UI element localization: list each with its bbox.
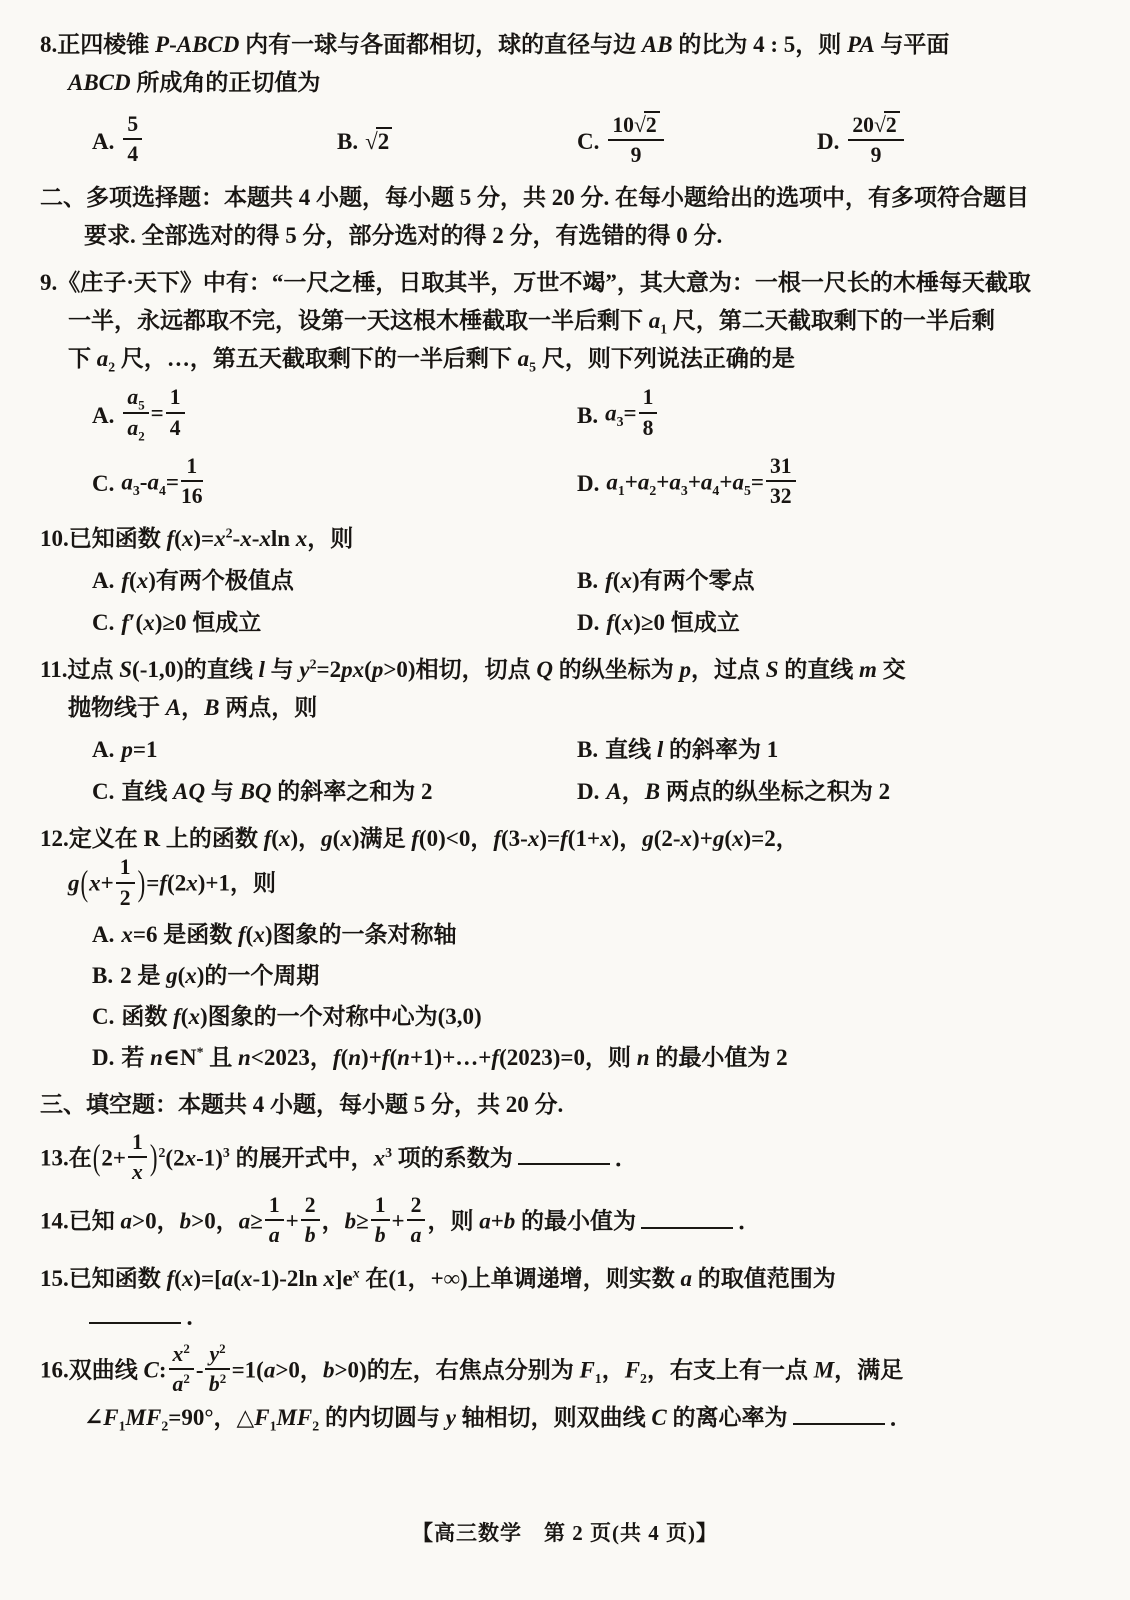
question-9-options <box>40 385 1100 511</box>
question-9-option-c <box>92 453 577 511</box>
question-8-option-b <box>337 123 577 161</box>
question-11-option-b <box>577 731 1100 769</box>
question-10-line-1: 10.已知函数 $f(x)=x^2-x$-xln x，则 <box>40 525 354 552</box>
option-label: C. <box>92 471 115 497</box>
option-math: 函数 f(x)图象的一个对称中心为(3,0) <box>121 1003 482 1029</box>
option-math: A，B 两点的纵坐标之积为 2 <box>606 779 891 805</box>
option-math: $\frac{10√2}{9}$ <box>606 114 665 170</box>
option-label: B. <box>337 129 359 155</box>
option-math: $a_1+a_2+a_3+a_4+a_5=$ $\frac{31}{32}$ <box>606 457 797 511</box>
question-10-option-a <box>92 562 577 600</box>
option-label: A. <box>92 568 115 594</box>
option-math: 若 n∈N* 且 n<2023，f(n)+f(n+1)+…+f(2023)=0，则 n 的最小值为 2 <box>121 1044 788 1070</box>
question-8-line-1: 8.正四棱锥 P-ABCD 内有一球与各面都相切，球的直径与边 AB 的比为 4 : 5，则 PA 与平面 <box>40 32 950 57</box>
question-9 <box>40 264 1100 511</box>
question-12-option-c <box>92 998 1100 1036</box>
question-16-line-2: $\angle F_1MF_2=90^\circ$，$\triangle F_1MF_2$ 的内切圆与 y 轴相切，则双曲线 C 的离心率为 ． <box>84 1405 913 1434</box>
question-9-line-2: 一半，永远都取不完，设第一天这根木棰截取一半后剩下 $a_1$ 尺，第二天截取剩下的一半后剩 <box>68 308 995 338</box>
question-11-options <box>40 731 1100 811</box>
option-math: √2 <box>365 123 392 161</box>
question-9-option-d <box>577 453 1100 511</box>
option-label: C. <box>92 610 115 636</box>
question-10-option-b <box>577 562 1100 600</box>
section-2-line-2: 要求. 全部选对的得 5 分，部分选对的得 2 分，有选错的得 0 分. <box>84 223 723 249</box>
option-label: B. <box>577 402 599 428</box>
question-11-option-d <box>577 773 1100 811</box>
option-math: $a_3=$ $\frac{1}{8}$ <box>605 388 659 442</box>
option-math: f(x)≥0 恒成立 <box>606 610 740 636</box>
section-3-header <box>40 1086 1100 1124</box>
option-math: 直线 l 的斜率为 1 <box>605 737 779 763</box>
option-math: $\frac{a_5}{a_2}$ = $\frac{1}{4}$ <box>121 388 186 442</box>
question-12-option-b <box>92 957 1100 995</box>
option-label: B. <box>92 962 114 988</box>
answer-blank <box>641 1222 733 1229</box>
question-16 <box>40 1340 1100 1437</box>
question-15-line-1: 15.已知函数 f(x)=[a(x-1)-2ln $x]e^x$ 在(1，+∞)上单调递增，则实数 a 的取值范围为 <box>40 1264 836 1291</box>
question-9-option-a <box>92 385 577 443</box>
section-2-header <box>40 179 1100 255</box>
option-label: C. <box>577 129 600 155</box>
question-8 <box>40 26 1100 170</box>
option-math: 直线 AQ 与 BQ 的斜率之和为 2 <box>121 779 433 805</box>
option-label: A. <box>92 402 115 428</box>
option-label: D. <box>577 471 600 497</box>
answer-blank <box>793 1418 885 1425</box>
option-math: p=1 <box>121 737 158 763</box>
question-12-line-2: g(x+ $\frac{1}{2}$ )=f(2x)+1，则 <box>68 855 276 910</box>
question-14 <box>40 1193 1100 1250</box>
option-label: A. <box>92 737 115 763</box>
question-13 <box>40 1129 1100 1187</box>
option-label: A. <box>92 129 115 155</box>
question-11-line-1: 11.过点 S(-1,0)的直线 l 与 $y^2=2px(p>0)$相切，切点 Q 的纵坐标为 p，过点 S 的直线 m 交 <box>40 656 906 683</box>
question-16-line-1: 16.双曲线 C: $\frac{x^2}{a^2}$ - $\frac{y^2}{b^2}$ =1(a>0，b>0)的左，右焦点分别为 $F_1$，$F_2$，右支上有一点 M，满足 <box>40 1340 904 1396</box>
question-12-option-a <box>92 916 1100 954</box>
question-12-option-d <box>92 1039 1100 1077</box>
page-footer: 【高三数学 第 2 页(共 4 页)】 <box>412 1521 718 1545</box>
option-math: f(x)有两个零点 <box>605 568 755 594</box>
question-12-options <box>40 916 1100 1077</box>
question-11-option-c <box>92 773 577 811</box>
question-8-option-d <box>817 114 1100 170</box>
option-math: x=6 是函数 f(x)图象的一条对称轴 <box>121 921 457 947</box>
option-math: $\frac{20√2}{9}$ <box>846 114 905 170</box>
option-label: D. <box>577 779 600 805</box>
question-10-option-d <box>577 604 1100 642</box>
option-math: 2 是 g(x)的一个周期 <box>120 962 320 988</box>
option-math: $a_3-a_4=$ $\frac{1}{16}$ <box>121 453 203 509</box>
question-15-line-2: ． <box>40 1298 1100 1336</box>
question-8-option-c <box>577 114 817 170</box>
question-12-line-1: 12.定义在 R 上的函数 f(x)，g(x)满足 f(0)<0，f(3-x)=f(1+x)，g(2-x)+g(x)=2， <box>40 826 799 852</box>
question-8-line-2: ABCD 所成角的正切值为 <box>68 70 321 95</box>
question-12 <box>40 820 1100 1076</box>
answer-blank <box>518 1158 610 1165</box>
question-8-options <box>40 114 1100 170</box>
question-9-line-3: 下 $a_2$ 尺，…，第五天截取剩下的一半后剩下 $a_5$ 尺，则下列说法正确的是 <box>68 346 795 376</box>
option-math: f(x)有两个极值点 <box>121 568 294 594</box>
option-math: $\frac{5}{4}$ <box>121 115 144 169</box>
question-10-option-c <box>92 604 577 642</box>
answer-blank <box>89 1317 181 1324</box>
question-11-option-a <box>92 731 577 769</box>
question-13-line-1: 13.在(2+ $\frac{1}{x}$ )$^2(2x-1)^3$ 的展开式中，$x^3$ 项的系数为 ． <box>40 1129 638 1184</box>
question-9-option-b <box>577 385 1100 442</box>
question-15 <box>40 1260 1100 1336</box>
option-label: B. <box>577 568 599 594</box>
question-9-line-1: 9.《庄子·天下》中有：“一尺之棰，日取其半，万世不竭”，其大意为：一根一尺长的木棰每天截取 <box>40 270 1031 296</box>
question-11 <box>40 651 1100 811</box>
option-label: C. <box>92 779 115 805</box>
question-10 <box>40 520 1100 642</box>
question-14-line-1: 14.已知 a>0，b>0，a≥ $\frac{1}{a}$ + $\frac{2}{b}$ ，b≥ $\frac{1}{b}$ + $\frac{2}{a}$ ，则 a+b 的最小值为 ． <box>40 1193 762 1248</box>
option-label: B. <box>577 737 599 763</box>
option-label: C. <box>92 1003 115 1029</box>
option-label: D. <box>817 129 840 155</box>
section-3-line-1: 三、填空题：本题共 4 小题，每小题 5 分，共 20 分. <box>40 1091 564 1117</box>
option-label: D. <box>577 610 600 636</box>
option-label: D. <box>92 1044 115 1070</box>
question-8-option-a <box>92 112 337 169</box>
question-11-line-2: 抛物线于 A，B 两点，则 <box>68 695 318 721</box>
option-math: f′(x)≥0 恒成立 <box>121 610 262 636</box>
section-2-line-1: 二、多项选择题：本题共 4 小题，每小题 5 分，共 20 分. 在每小题给出的选项中，有多项符合题目 <box>40 185 1029 211</box>
question-10-options <box>40 562 1100 642</box>
option-label: A. <box>92 921 115 947</box>
